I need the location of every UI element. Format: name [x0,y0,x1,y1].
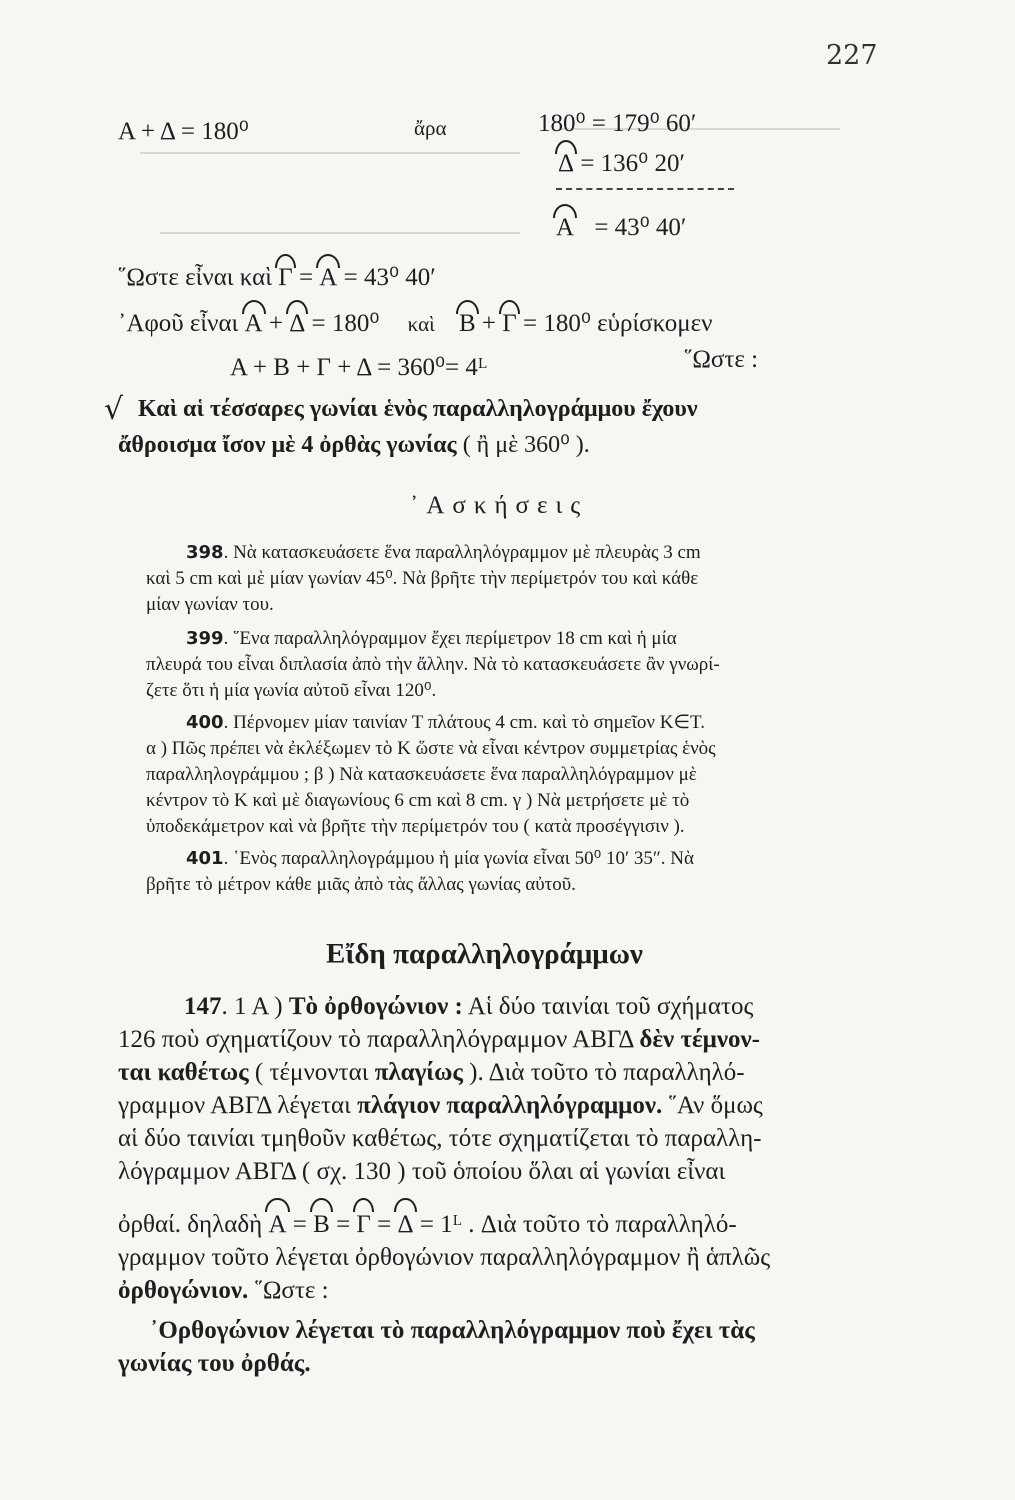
bleed-through-line [140,152,520,154]
angle-alpha: Α [268,1202,286,1241]
angle-beta: Β [459,304,476,338]
equation-line-4 [118,258,436,292]
equation-line-5-rest: = 180⁰ [311,310,380,337]
plus-sign: + [268,310,283,337]
exercise-401-line-2: βρῆτε τὸ μέτρον κάθε μιᾶς ἀπὸ τὰς ἄλλας γωνίας αὐτοῦ. [146,874,576,895]
section-number: 147 [184,993,222,1020]
section-line-4-text: γραμμον ΑΒΓΔ λέγεται [118,1092,351,1119]
exercise-400-line-5: ὑποδεκάμετρον καὶ νὰ βρῆτε τὴν περίμετρόν του ( κατὰ προσέγγισιν ). [146,816,685,837]
section-line-3-mid: ( τέμνονται [254,1059,369,1086]
angle-alpha: Α [556,208,574,242]
equals-sign: = [336,1211,351,1238]
angle-delta: Δ [397,1202,413,1241]
section-line-7-rest: = 1ᴸ . Διὰ τοῦτο τὸ παραλληλό- [419,1211,737,1238]
bleed-through-line [160,232,520,234]
angle-alpha: Α [245,304,263,338]
kai-text: καὶ [407,312,435,336]
section-line-4-bold: πλάγιον παραλληλόγραμμον. [357,1092,663,1119]
exercise-number: 398 [186,542,224,563]
angle-gamma: Γ [502,304,516,338]
section-subtitle: Τὸ ὀρθογώνιον : [288,993,463,1020]
equation-line-1-left: Α + Δ = 180⁰ [118,118,249,145]
section-line-2-text: 126 ποὺ σχηματίζουν τὸ παραλληλόγραμμον ΑΒΓΔ [118,1026,634,1053]
angle-alpha: Α [319,258,337,292]
plus-sign: + [481,310,497,337]
hoste-text: ῞Ωστε εἶναι καὶ [118,264,272,291]
exercise-number: 400 [186,712,224,733]
equals-sign: = [292,1211,307,1238]
equation-line-6-sum: Α + Β + Γ + Δ = 360⁰= 4ᴸ [230,354,488,381]
section-147-body [118,990,770,1307]
exercise-number: 399 [186,628,224,649]
equation-line-5 [118,304,712,338]
section-line-3-bold-2: πλαγίως [374,1059,463,1086]
exercise-399-line-3: ζετε ὅτι ἡ μία γωνία αὐτοῦ εἶναι 120⁰. [146,680,437,701]
angle-gamma: Γ [356,1202,370,1241]
section-line-1-rest: Αἱ δύο ταινίαι τοῦ σχήματος [467,993,754,1020]
section-line-9-bold: ὀρθογώνιον. [118,1277,249,1304]
exercise-398-line-3: μίαν γωνίαν του. [146,594,274,615]
section-line-9-rest: ῞Ωστε : [254,1277,329,1304]
exercises-title: ᾿Ασκήσεις [410,492,589,519]
section-subpoint: . 1 Α ) [221,993,283,1020]
exercise-399-line-2: πλευρά του εἶναι διπλασία ἀπὸ τὴν ἄλλην. Νὰ τὸ κατασκευάσετε ἂν γνωρί- [146,654,720,675]
exercise-400-line-4: κέντρον τὸ Κ καὶ μὲ διαγωνίους 6 cm καὶ 8 cm. γ ) Νὰ μετρήσετε μὲ τὸ [146,790,690,811]
equation-line-1-ara: ἄρα [414,116,447,140]
equals-sign: = [377,1211,392,1238]
exercise-400 [146,710,716,840]
section-line-8: γραμμον τοῦτο λέγεται ὀρθογώνιον παραλληλόγραμμον ἢ ἁπλῶς [118,1244,771,1271]
exercise-text: . ῾Ενὸς παραλληλογράμμου ἡ μία γωνία εἶναι 50⁰ 10′ 35″. Νὰ [223,848,694,869]
exercise-401-line-1 [146,846,694,872]
equation-line-5-rest-2: = 180⁰ εὑρίσκομεν [522,310,713,337]
equals-sign: = [298,264,314,291]
equation-line-3 [556,208,686,242]
section-line-7-text: ὀρθαί. δηλαδὴ [118,1211,263,1238]
equation-line-3-rest: = 43⁰ 40′ [594,214,687,241]
section-line-7 [118,1188,770,1241]
exercise-398-line-2: καὶ 5 cm καὶ μὲ μίαν γωνίαν 45⁰. Νὰ βρῆτε τὴν περίμετρόν του καὶ κάθε [146,568,699,589]
equation-line-1-right: 180⁰ = 179⁰ 60′ [538,110,697,137]
section-line-1 [118,990,770,1023]
section-line-5: αἱ δύο ταινίαι τμηθοῦν καθέτως, τότε σχηματίζεται τὸ παραλλη- [118,1125,762,1152]
exercise-400-line-2: α ) Πῶς πρέπει νὰ ἐκλέξωμεν τὸ Κ ὥστε νὰ εἶναι κέντρον συμμετρίας ἑνὸς [146,738,716,759]
exercise-398-line-1 [146,540,701,566]
angle-beta: Β [313,1202,330,1241]
definition-line-2: γωνίας του ὀρθάς. [118,1350,311,1377]
rule-statement-line-1: Καὶ αἱ τέσσαρες γωνίαι ἑνὸς παραλληλογράμμου ἔχουν [138,396,698,422]
section-line-2-bold: δὲν τέμνον- [639,1026,760,1053]
angle-delta: Δ [558,144,574,178]
exercise-400-line-3: παραλληλογράμμου ; β ) Νὰ κατασκευάσετε ἕνα παραλληλόγραμμον μὲ [146,764,697,785]
equation-line-2-rest: = 136⁰ 20′ [580,150,685,177]
subtraction-rule [556,188,734,190]
definition [118,1314,755,1380]
afou-text: ᾿Αφοῦ εἶναι [118,310,239,337]
section-line-9 [118,1274,770,1307]
section-heading: Εἴδη παραλληλογράμμων [326,938,643,970]
section-line-3-rest: ). Διὰ τοῦτο τὸ παραλληλό- [469,1059,745,1086]
exercise-number: 401 [186,848,224,869]
section-line-4-rest: ῞Αν ὅμως [668,1092,763,1119]
exercise-401 [146,846,694,898]
angle-gamma: Γ [278,258,292,292]
angle-delta: Δ [289,304,305,338]
exercise-text: . ῞Ενα παραλληλόγραμμον ἔχει περίμετρον 18 cm καὶ ἡ μία [223,628,677,649]
equation-line-6-hoste: ῞Ωστε : [684,346,759,373]
equation-line-2 [558,144,685,178]
rule-statement-line-2 [118,430,590,459]
exercise-398 [146,540,701,618]
exercise-399 [146,626,720,704]
rule-statement-rest: ( ἢ μὲ 360⁰ ). [462,432,590,458]
section-line-4 [118,1089,770,1122]
check-mark-icon: √ [104,392,124,427]
equation-line-4-rest: = 43⁰ 40′ [343,264,436,291]
exercise-399-line-1 [146,626,720,652]
exercise-text: . Πέρνομεν μίαν ταινίαν Τ πλάτους 4 cm. καὶ τὸ σημεῖον Κ∈Τ. [223,712,705,733]
page-number: 227 [826,40,878,71]
section-line-6: λόγραμμον ΑΒΓΔ ( σχ. 130 ) τοῦ ὁποίου ὅλαι αἱ γωνίαι εἶναι [118,1158,726,1185]
rule-statement-bold: ἄθροισμα ἴσον μὲ 4 ὀρθὰς γωνίας [118,432,457,458]
section-line-2 [118,1023,770,1056]
exercise-text: . Νὰ κατασκευάσετε ἕνα παραλληλόγραμμον μὲ πλευρὰς 3 cm [223,542,701,563]
exercise-400-line-1 [146,710,716,736]
definition-line-1: ᾿Ορθογώνιον λέγεται τὸ παραλληλόγραμμον ποὺ ἔχει τὰς [150,1317,755,1344]
section-line-3 [118,1056,770,1089]
section-line-3-bold: ται καθέτως [118,1059,249,1086]
